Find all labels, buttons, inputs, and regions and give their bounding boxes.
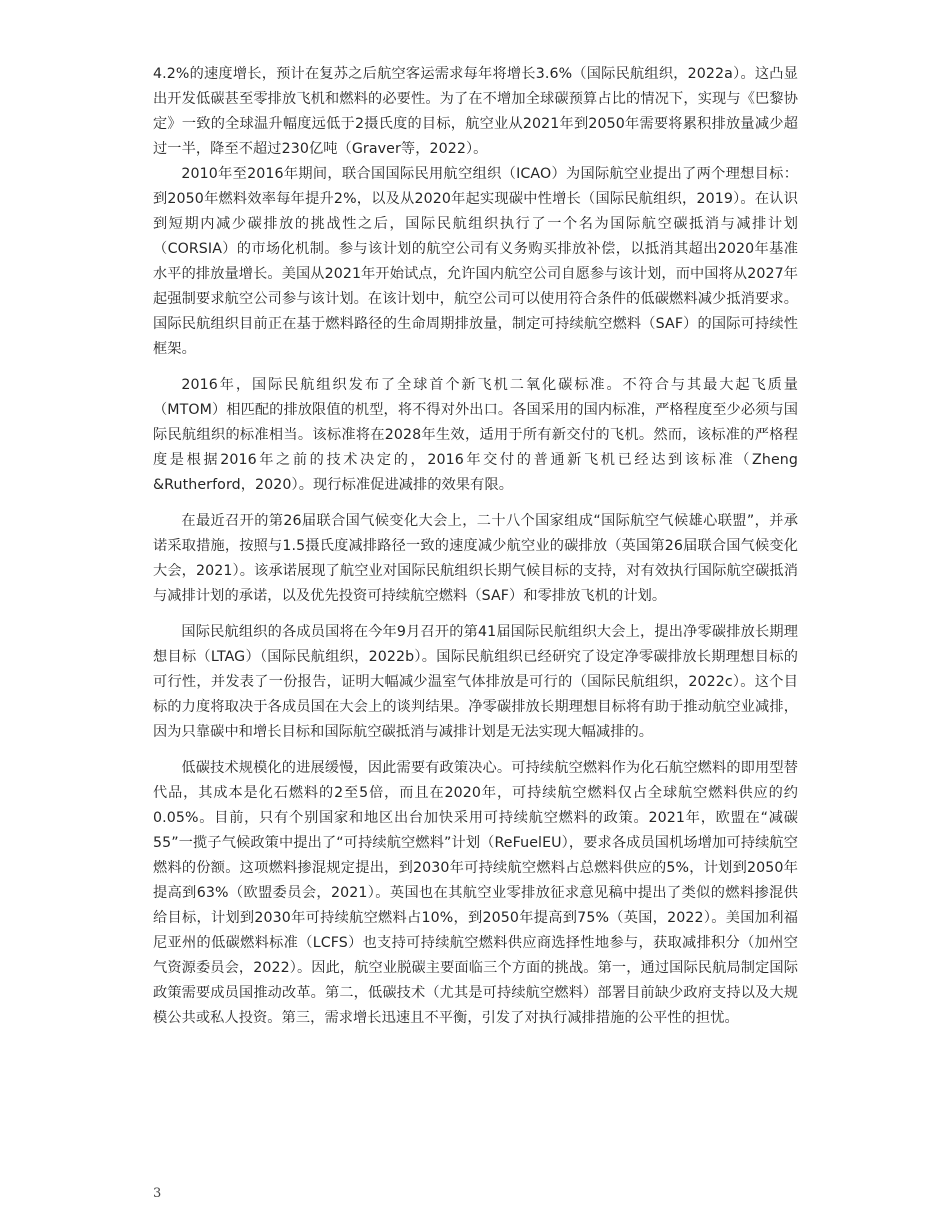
- paragraph-icao-goals: 2010年至2016年期间，联合国国际民用航空组织（ICAO）为国际航空业提出了两个理想目标：到2050年燃料效率每年提升2%，以及从2020年起实现碳中性增长（国际民航组织，2019）。在认识到短期内减少碳排放的挑战性之后，国际民航组织执行了一个名为国际航空碳抵消与减排计划（CORSIA）的市场化机制。参与该计划的航空公司有义务购买排放补偿，以抵消其超出2020年基准水平的排放量增长。美国从2021年开始试点，允许国内航空公司自愿参与该计划，而中国将从2027年起强制要求航空公司参与该计划。在该计划中，航空公司可以使用符合条件的低碳燃料减少抵消要求。国际民航组织目前正在基于燃料路径的生命周期排放量，制定可持续航空燃料（SAF）的国际可持续性框架。: [153, 166, 798, 357]
- page-number: 3: [153, 1186, 162, 1201]
- paragraph-ltag: 国际民航组织的各成员国将在今年9月召开的第41届国际民航组织大会上，提出净零碳排放长期理想目标（LTAG）（国际民航组织，2022b）。国际民航组织已经研究了设定净零碳排放长期理想目标的可行性，并发表了一份报告，证明大幅减少温室气体排放是可行的（国际民航组织，2022c）。这个目标的力度将取决于各成员国在大会上的谈判结果。净零碳排放长期理想目标将有助于推动航空业减排，因为只靠碳中和增长目标和国际航空碳抵消与减排计划是无法实现大幅减排的。: [153, 624, 798, 740]
- paragraph-cop26: 在最近召开的第26届联合国气候变化大会上，二十八个国家组成“国际航空气候雄心联盟”，并承诺采取措施，按照与1.5摄氏度减排路径一致的速度减少航空业的碳排放（英国第26届联合国气候变化大会，2021）。该承诺展现了航空业对国际民航组织长期气候目标的支持，对有效执行国际航空碳抵消与减排计划的承诺，以及优先投资可持续航空燃料（SAF）和零排放飞机的计划。: [153, 513, 798, 604]
- document-body: [153, 62, 798, 1031]
- paragraph-low-carbon-tech: 低碳技术规模化的进展缓慢，因此需要有政策决心。可持续航空燃料作为化石航空燃料的即用型替代品，其成本是化石燃料的2至5倍，而且在2020年，可持续航空燃料仅占全球航空燃料供应的约0.05%。目前，只有个别国家和地区出台加快采用可持续航空燃料的政策。2021年，欧盟在“减碳55”一揽子气候政策中提出了“可持续航空燃料”计划（ReFuelEU），要求各成员国机场增加可持续航空燃料的份额。这项燃料掺混规定提出，到2030年可持续航空燃料占总燃料供应的5%，计划到2050年提高到63%（欧盟委员会，2021）。英国也在其航空业零排放征求意见稿中提出了类似的燃料掺混供给目标，计划到2030年可持续航空燃料占10%，到2050年提高到75%（英国，2022）。美国加利福尼亚州的低碳燃料标准（LCFS）也支持可持续航空燃料供应商选择性地参与，获取减排积分（加州空气资源委员会，2022）。因此，航空业脱碳主要面临三个方面的挑战。第一，通过国际民航局制定国际政策需要成员国推动改革。第二，低碳技术（尤其是可持续航空燃料）部署目前缺少政府支持以及大规模公共或私人投资。第三，需求增长迅速且不平衡，引发了对执行减排措施的公平性的担忧。: [153, 760, 798, 1026]
- paragraph-co2-standard: 2016年，国际民航组织发布了全球首个新飞机二氧化碳标准。不符合与其最大起飞质量（MTOM）相匹配的排放限值的机型，将不得对外出口。各国采用的国内标准，严格程度至少必须与国际民航组织的标准相当。该标准将在2028年生效，适用于所有新交付的飞机。然而，该标准的严格程度是根据2016年之前的技术决定的，2016年交付的普通新飞机已经达到该标准（Zheng &Rutherford，2020）。现行标准促进减排的效果有限。: [153, 377, 798, 493]
- paragraph-continuation: 4.2%的速度增长，预计在复苏之后航空客运需求每年将增长3.6%（国际民航组织，2022a）。这凸显出开发低碳甚至零排放飞机和燃料的必要性。为了在不增加全球碳预算占比的情况下，实现与《巴黎协定》一致的全球温升幅度远低于2摄氏度的目标，航空业从2021年到2050年需要将累积排放量减少超过一半，降至不超过230亿吨（Graver等，2022）。: [153, 66, 798, 157]
